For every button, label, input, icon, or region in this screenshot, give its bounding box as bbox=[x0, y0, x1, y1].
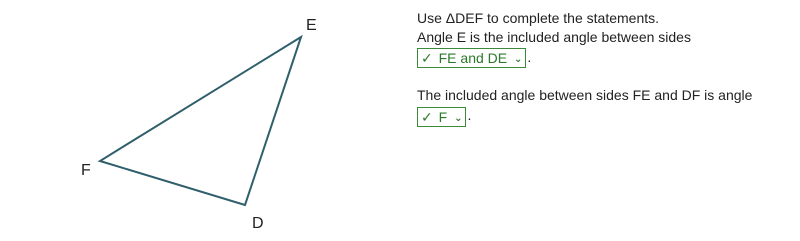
statement1-dropdown[interactable] bbox=[417, 48, 526, 68]
statement2-dropdown[interactable] bbox=[417, 107, 466, 127]
check-icon: ✓ bbox=[421, 50, 433, 67]
statement1-period: . bbox=[527, 49, 532, 65]
vertex-label-e: E bbox=[306, 17, 317, 34]
statement2-text: The included angle between sides FE and DF is angle bbox=[417, 87, 753, 104]
instruction-text: Use ΔDEF to complete the statements. bbox=[417, 10, 660, 26]
statement2-period: . bbox=[467, 107, 472, 124]
statement1-text: Angle E is the included angle between sides bbox=[417, 29, 691, 45]
statement1-selected-value: FE and DE bbox=[438, 50, 508, 67]
vertex-label-d: D bbox=[252, 215, 264, 232]
statement2-selected-value: F bbox=[438, 108, 448, 125]
vertex-label-f: F bbox=[81, 162, 91, 179]
check-icon: ✓ bbox=[421, 108, 433, 125]
spacer bbox=[417, 68, 797, 86]
statement1-answer-row bbox=[417, 48, 797, 68]
chevron-down-icon: ⌄ bbox=[454, 112, 463, 124]
chevron-down-icon: ⌄ bbox=[514, 54, 523, 66]
triangle-def bbox=[100, 37, 301, 205]
statement2-answer-row bbox=[417, 106, 797, 126]
question-panel bbox=[417, 9, 797, 127]
